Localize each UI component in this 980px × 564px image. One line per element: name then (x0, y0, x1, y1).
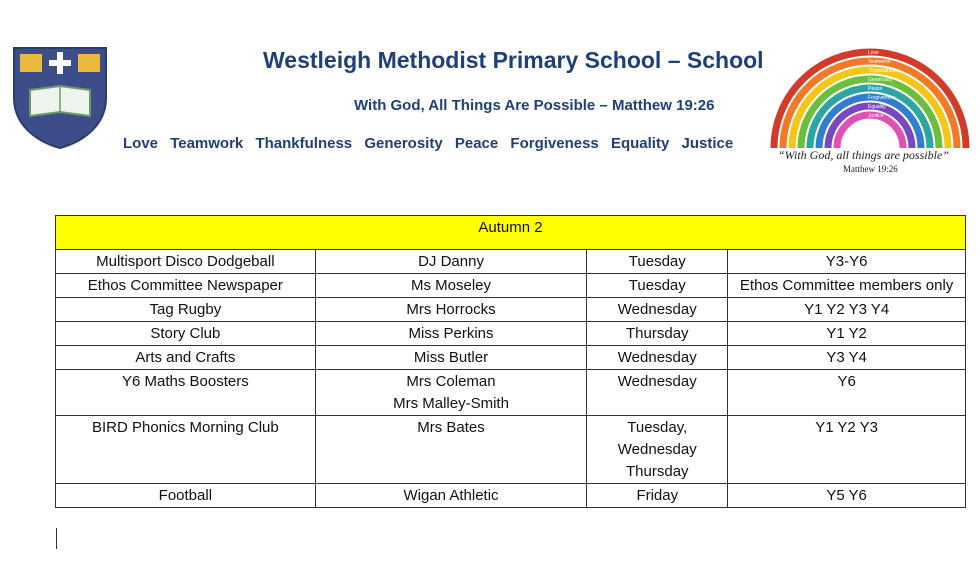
club-name-cell: Tag Rugby (56, 298, 316, 322)
rainbow-arc-word: Thankfulness (868, 68, 898, 74)
club-years-cell: Ethos Committee members only (728, 274, 966, 298)
club-years-cell: Y3-Y6 (728, 250, 966, 274)
rainbow-arc-word: Teamwork (868, 59, 891, 65)
rainbow-arc (837, 115, 903, 148)
table-row (56, 250, 966, 274)
table-row (56, 416, 966, 484)
rainbow-arc-word: Love (868, 50, 879, 56)
club-name-cell: Story Club (56, 322, 316, 346)
table-row (56, 322, 966, 346)
clubs-table (55, 215, 966, 508)
rainbow-arc-word: Peace (868, 86, 883, 92)
club-years-cell: Y6 (728, 370, 966, 416)
value-justice: Justice (681, 135, 734, 152)
club-leader-cell: Mrs Bates (315, 416, 587, 484)
table-row (56, 346, 966, 370)
table-row (56, 274, 966, 298)
table-row (56, 484, 966, 508)
rainbow-reference: Matthew 19:26 (843, 164, 898, 174)
club-years-cell: Y3 Y4 (728, 346, 966, 370)
club-name-cell: Arts and Crafts (56, 346, 316, 370)
club-day-cell: Wednesday (587, 298, 728, 322)
club-years-cell: Y1 Y2 Y3 Y4 (728, 298, 966, 322)
school-motto: With God, All Things Are Possible – Matthew 19:26 (354, 97, 715, 114)
club-leader-cell: Mrs Horrocks (315, 298, 587, 322)
club-leader-cell: Miss Perkins (315, 322, 587, 346)
club-name-cell: BIRD Phonics Morning Club (56, 416, 316, 484)
value-generosity: Generosity (364, 135, 443, 152)
value-peace: Peace (454, 135, 499, 152)
club-leader-cell: DJ Danny (315, 250, 587, 274)
club-name-cell: Ethos Committee Newspaper (56, 274, 316, 298)
text-cursor (56, 528, 57, 549)
club-day-cell: Wednesday (587, 370, 728, 416)
club-leader-cell: Wigan Athletic (315, 484, 587, 508)
club-day-cell: Tuesday, Wednesday Thursday (587, 416, 728, 484)
table-row (56, 370, 966, 416)
club-leader-cell: Ms Moseley (315, 274, 587, 298)
club-years-cell: Y1 Y2 (728, 322, 966, 346)
club-name-cell: Football (56, 484, 316, 508)
club-name-cell: Y6 Maths Boosters (56, 370, 316, 416)
rainbow-arc-word: Equality (868, 104, 886, 110)
club-years-cell: Y1 Y2 Y3 (728, 416, 966, 484)
value-love: Love (123, 135, 159, 152)
school-title: Westleigh Methodist Primary School – School (263, 47, 764, 73)
club-years-cell: Y5 Y6 (728, 484, 966, 508)
club-day-cell: Tuesday (587, 250, 728, 274)
school-crest-logo (12, 46, 108, 150)
school-values (123, 135, 739, 152)
club-leader-cell: Mrs Coleman Mrs Malley-Smith (315, 370, 587, 416)
club-name-cell: Multisport Disco Dodgeball (56, 250, 316, 274)
term-header-row (56, 216, 966, 250)
club-day-cell: Tuesday (587, 274, 728, 298)
value-forgiveness: Forgiveness (510, 135, 599, 152)
rainbow-arc-word: Forgiveness (868, 95, 896, 101)
club-day-cell: Thursday (587, 322, 728, 346)
club-day-cell: Wednesday (587, 346, 728, 370)
value-teamwork: Teamwork (170, 135, 244, 152)
rainbow-quote: “With God, all things are possible” (778, 148, 949, 162)
term-header: Autumn 2 (56, 216, 966, 250)
value-thankfulness: Thankfulness (255, 135, 353, 152)
rainbow-arc-word: Generosity (868, 77, 893, 83)
club-leader-cell: Miss Butler (315, 346, 587, 370)
value-equality: Equality (610, 135, 670, 152)
table-row (56, 298, 966, 322)
rainbow-arc-word: Justice (868, 113, 884, 119)
club-day-cell: Friday (587, 484, 728, 508)
